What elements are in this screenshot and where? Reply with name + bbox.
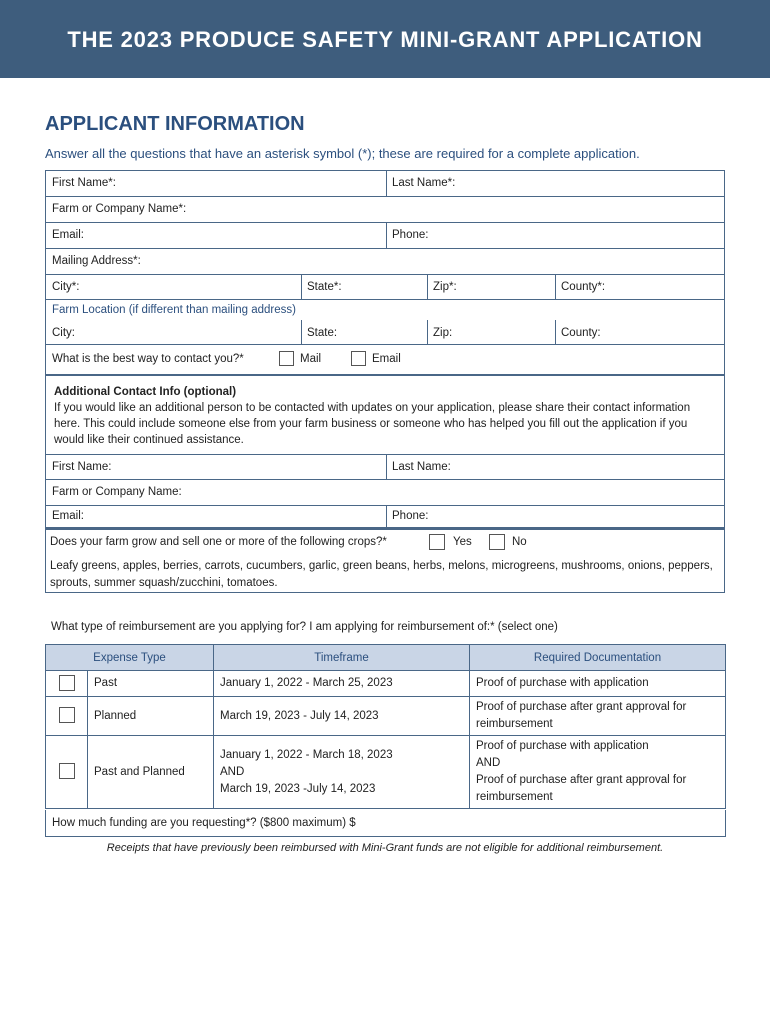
mail-checkbox[interactable] [279,351,294,366]
additional-last-name-label: Last Name: [392,461,451,473]
additional-farm-company-field[interactable] [46,480,724,505]
city-label: City*: [52,281,80,293]
additional-first-name-label: First Name: [52,461,112,473]
docs-past-and-planned [470,736,726,809]
funding-label: How much funding are you requesting*? ($800 maximum) $ [52,817,356,829]
email-option-label: Email [372,353,401,365]
crops-section [45,528,725,593]
farm-company-field[interactable] [46,197,724,222]
additional-contact-row [46,506,724,528]
crops-yes-label: Yes [453,536,472,548]
farm-location-row [46,300,724,345]
past-checkbox[interactable] [59,675,75,691]
instructions: Answer all the questions that have an asterisk symbol (*); these are required for a complete application. [45,146,640,161]
expense-header-row [46,645,726,671]
header-required-docs: Required Documentation [470,645,726,671]
first-name-field[interactable] [46,171,386,196]
additional-last-name-field[interactable] [386,455,724,479]
docs-planned: Proof of purchase after grant approval for reimbursement [470,697,726,736]
docs-line: Proof of purchase after grant approval for reimbursement [476,774,687,803]
contact-method-row [46,345,724,374]
section-heading: APPLICANT INFORMATION [45,113,305,135]
table-row [46,697,726,736]
name-row [46,171,724,197]
additional-title: Additional Contact Info (optional) [54,386,237,398]
last-name-field[interactable] [386,171,724,196]
email-field[interactable] [46,223,386,248]
farm-state-field[interactable] [301,320,427,344]
timeframe-line: AND [220,765,245,778]
crops-list: Leafy greens, apples, berries, carrots, cucumbers, garlic, green beans, herbs, melons, microgreens, mushrooms, onions, peppers, sprouts, summer squash/zucchini, tomatoes. [50,560,713,589]
timeframe-past-and-planned [214,736,470,809]
first-name-label: First Name*: [52,177,116,189]
additional-email-label: Email: [52,510,84,522]
expense-type-planned: Planned [88,697,214,736]
state-field[interactable] [301,275,427,299]
timeframe-line: March 19, 2023 -July 14, 2023 [220,782,376,795]
last-name-label: Last Name*: [392,177,456,189]
farm-county-label: County: [561,327,601,339]
past-and-planned-checkbox[interactable] [59,763,75,779]
additional-info [54,384,714,448]
crops-no-label: No [512,536,527,548]
phone-field[interactable] [386,223,724,248]
reimbursement-question: What type of reimbursement are you applying for? I am applying for reimbursement of:* (select one) [51,621,558,633]
receipts-note: Receipts that have previously been reimbursed with Mini-Grant funds are not eligible for additional reimbursement. [106,842,664,854]
crops-no-checkbox[interactable] [489,534,505,550]
mailing-address-field[interactable] [46,249,724,274]
farm-county-field[interactable] [555,320,724,344]
farm-row [46,197,724,223]
contact-question: What is the best way to contact you?* [52,353,244,365]
farm-company-label: Farm or Company Name*: [52,203,187,215]
farm-city-field[interactable] [46,320,301,344]
additional-farm-row [46,480,724,506]
email-checkbox[interactable] [351,351,366,366]
city-field[interactable] [46,275,301,299]
farm-city-label: City: [52,327,75,339]
header-banner [0,0,770,78]
additional-text: If you would like an additional person to be contacted with updates on your application, please share their contact information here. This could include someone else from your farm business or someone who has helped you fill out the application if you would like their continued assistance. [54,402,691,446]
mail-option-label: Mail [300,353,322,365]
farm-location-label: Farm Location (if different than mailing address) [52,304,296,316]
applicant-form [45,170,725,375]
expense-type-past: Past [88,671,214,697]
address-row [46,275,724,300]
timeframe-line: January 1, 2022 - March 18, 2023 [220,748,393,761]
header-timeframe: Timeframe [214,645,470,671]
additional-phone-label: Phone: [392,510,429,522]
table-row [46,671,726,697]
expense-table [45,644,726,809]
phone-label: Phone: [392,229,429,241]
funding-request-field[interactable] [45,810,726,837]
header-expense-type: Expense Type [46,645,214,671]
additional-email-field[interactable] [46,506,386,528]
table-row [46,736,726,809]
page-title: THE 2023 PRODUCE SAFETY MINI-GRANT APPLICATION [67,27,703,52]
farm-state-label: State: [307,327,338,339]
additional-phone-field[interactable] [386,506,724,528]
mailing-row [46,249,724,275]
zip-field[interactable] [427,275,555,299]
timeframe-past: January 1, 2022 - March 25, 2023 [214,671,470,697]
docs-line: Proof of purchase with application [476,740,649,752]
additional-name-row [46,454,724,480]
additional-first-name-field[interactable] [46,455,386,479]
email-label: Email: [52,229,84,241]
expense-type-past-and-planned: Past and Planned [88,736,214,809]
crops-question: Does your farm grow and sell one or more of the following crops?* [50,536,387,548]
mailing-address-label: Mailing Address*: [52,255,141,267]
crops-yes-checkbox[interactable] [429,534,445,550]
timeframe-planned: March 19, 2023 - July 14, 2023 [214,697,470,736]
docs-line: AND [476,757,501,769]
farm-zip-field[interactable] [427,320,555,344]
additional-farm-company-label: Farm or Company Name: [52,486,182,498]
contact-row [46,223,724,249]
docs-past: Proof of purchase with application [470,671,726,697]
additional-contact-form [45,374,725,528]
state-label: State*: [307,281,342,293]
county-field[interactable] [555,275,724,299]
zip-label: Zip*: [433,281,457,293]
farm-zip-label: Zip: [433,327,453,339]
county-label: County*: [561,281,606,293]
planned-checkbox[interactable] [59,707,75,723]
